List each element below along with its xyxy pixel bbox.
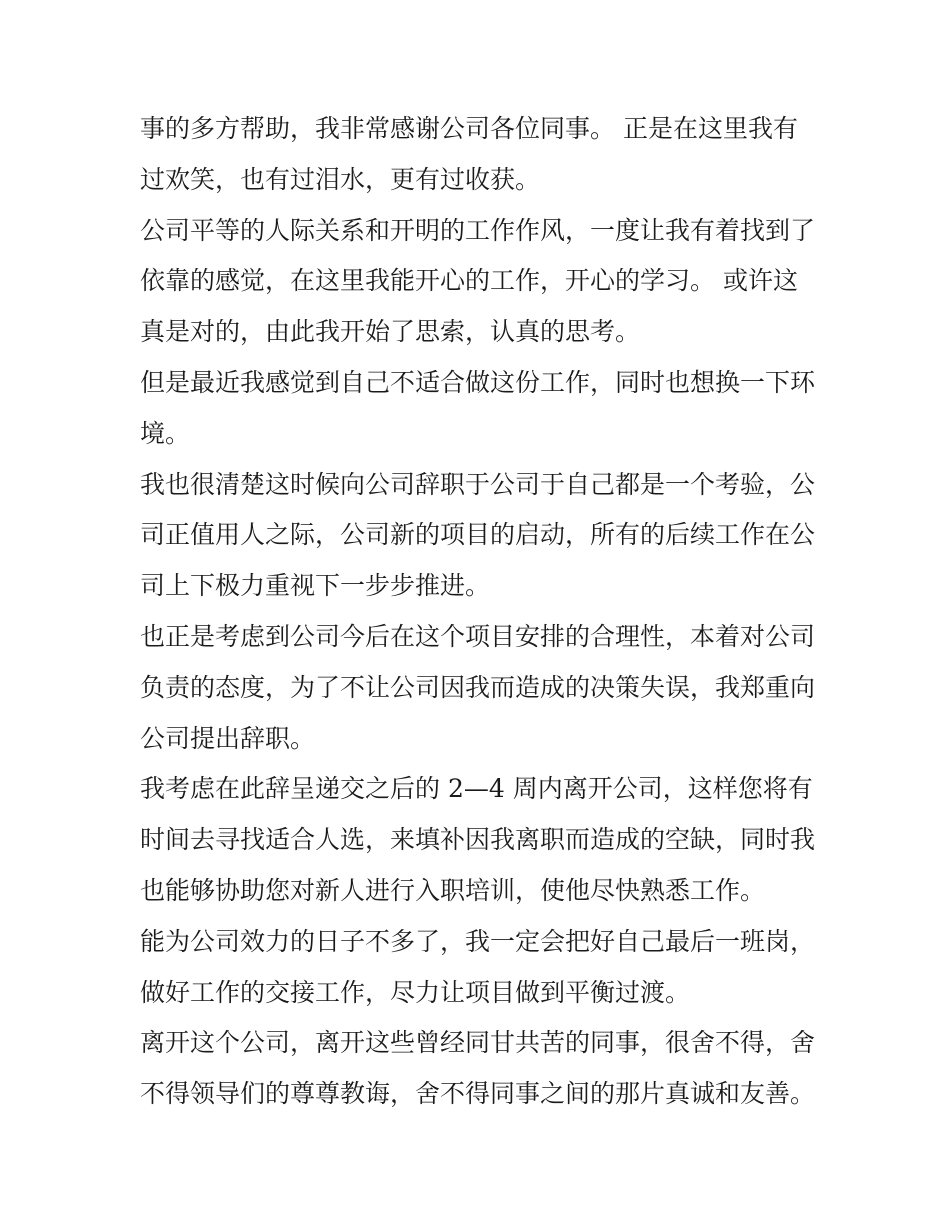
text-line: 司上下极力重视下一步步推进。 (140, 571, 491, 601)
text-line: 做好工作的交接工作，尽力让项目做到平衡过渡。 (140, 977, 691, 1007)
text-line: 但是最近我感觉到自己不适合做这份工作，同时也想换一下环 (140, 367, 816, 397)
text-line: 公司提出辞职。 (140, 723, 316, 753)
text-line: 时间去寻找适合人选，来填补因我离职而造成的空缺，同时我 (140, 825, 816, 855)
text-line: 公司平等的人际关系和开明的工作作风，一度让我有着找到了 (140, 215, 816, 245)
document-body (140, 104, 820, 1120)
text-line: 过欢笑，也有过泪水，更有过收获。 (140, 164, 541, 194)
text-line: 离开这个公司，离开这些曾经同甘共苦的同事，很舍不得，舍 (140, 1028, 816, 1058)
text-line: 不得领导们的尊尊教诲，舍不得同事之间的那片真诚和友善。 (140, 1079, 816, 1109)
text-line: 我也很清楚这时候向公司辞职于公司于自己都是一个考验，公 (140, 469, 816, 499)
text-line: 真是对的，由此我开始了思索，认真的思考。 (140, 317, 641, 347)
text-line: 境。 (140, 418, 191, 448)
text-line: 也正是考虑到公司今后在这个项目安排的合理性，本着对公司 (140, 621, 816, 651)
text-line: 我考虑在此辞呈递交之后的 2—4 周内离开公司，这样您将有 (140, 774, 813, 804)
text-line: 依靠的感觉，在这里我能开心的工作，开心的学习。 或许这 (140, 266, 798, 296)
text-line: 事的多方帮助，我非常感谢公司各位同事。 正是在这里我有 (140, 114, 798, 143)
text-line: 也能够协助您对新人进行入职培训，使他尽快熟悉工作。 (140, 875, 766, 905)
text-line: 负责的态度，为了不让公司因我而造成的决策失误，我郑重向 (140, 672, 816, 702)
text-line: 司正值用人之际，公司新的项目的启动，所有的后续工作在公 (140, 520, 816, 550)
text-line: 能为公司效力的日子不多了，我一定会把好自己最后一班岗， (140, 926, 816, 956)
